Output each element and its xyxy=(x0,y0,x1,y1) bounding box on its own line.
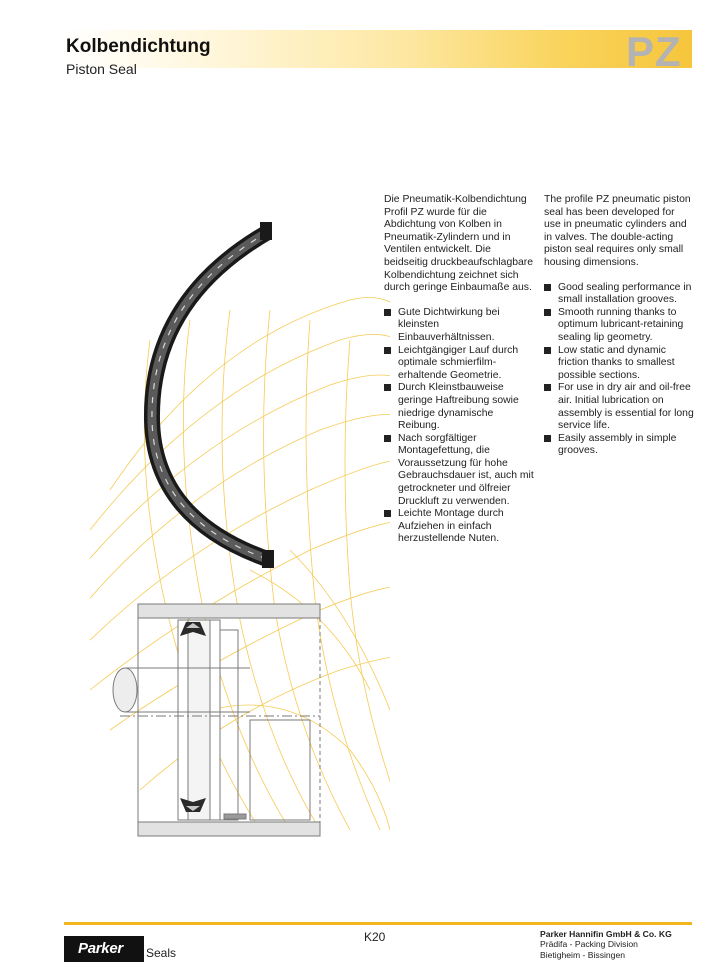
square-bullet-icon xyxy=(384,435,391,442)
list-item: Smooth running thanks to optimum lubricant-retaining sealing lip geometry. xyxy=(544,307,694,345)
cylinder-section xyxy=(113,604,320,836)
footer-divider xyxy=(64,922,692,925)
description-english xyxy=(544,194,694,458)
list-item: Durch Kleinstbauweise geringe Haftreibung sowie niedrige dynamische Reibung. xyxy=(384,382,534,432)
intro-text-de: Die Pneumatik-Kolbendichtung Profil PZ wurde für die Abdichtung von Kolben in Pneumatik-Zylindern und in Ventilen entwickelt. Die beidseitig druckbeaufschlagbare Kolbendichtung zeichnet sich durch geringe Einbaumaße aus. xyxy=(384,194,534,294)
seal-ring xyxy=(152,222,274,568)
square-bullet-icon xyxy=(544,435,551,442)
parker-logo: Parker xyxy=(64,936,144,962)
page-title: Kolbendichtung xyxy=(66,36,211,57)
company-location: Bietigheim - Bissingen xyxy=(540,949,626,960)
list-item: Nach sorgfältiger Montagefettung, die Voraussetzung für hohe Gebrauchsdauer ist, auch mit getrockneter und ölfreier Druckluft zu verwenden. xyxy=(384,433,534,509)
brand-suffix: Seals xyxy=(146,946,177,960)
square-bullet-icon xyxy=(384,510,391,517)
company-info xyxy=(540,929,672,960)
square-bullet-icon xyxy=(384,384,391,391)
company-division: Prädifa - Packing Division xyxy=(540,939,638,950)
list-item: Gute Dichtwirkung bei kleinsten Einbauverhältnissen. xyxy=(384,307,534,345)
list-item: Easily assembly in simple grooves. xyxy=(544,433,694,458)
list-item: Good sealing performance in small installation grooves. xyxy=(544,282,694,307)
square-bullet-icon xyxy=(544,384,551,391)
description-german xyxy=(384,194,534,546)
feature-list-de xyxy=(384,307,534,546)
square-bullet-icon xyxy=(544,309,551,316)
page-subtitle: Piston Seal xyxy=(66,61,137,77)
list-item: For use in dry air and oil-free air. Initial lubrication on assembly is essential for long service life. xyxy=(544,382,694,432)
wireframe-graphic xyxy=(90,298,390,831)
profile-code: PZ xyxy=(626,28,682,75)
feature-list-en xyxy=(544,282,694,458)
list-item: Leichte Montage durch Aufziehen in einfach herzustellende Nuten. xyxy=(384,508,534,546)
company-name: Parker Hannifin GmbH & Co. KG xyxy=(540,929,672,939)
square-bullet-icon xyxy=(544,284,551,291)
seal-illustration xyxy=(90,190,390,840)
list-item: Low static and dynamic friction thanks to smallest possible sections. xyxy=(544,345,694,383)
intro-text-en: The profile PZ pneumatic piston seal has been developed for use in pneumatic cylinders and in valves. The double-acting piston seal requires only small housing dimensions. xyxy=(544,194,691,268)
square-bullet-icon xyxy=(384,309,391,316)
list-item: Leichtgängiger Lauf durch optimale schmierfilm-erhaltende Geometrie. xyxy=(384,345,534,383)
page-number: K20 xyxy=(364,930,386,944)
square-bullet-icon xyxy=(384,347,391,354)
square-bullet-icon xyxy=(544,347,551,354)
